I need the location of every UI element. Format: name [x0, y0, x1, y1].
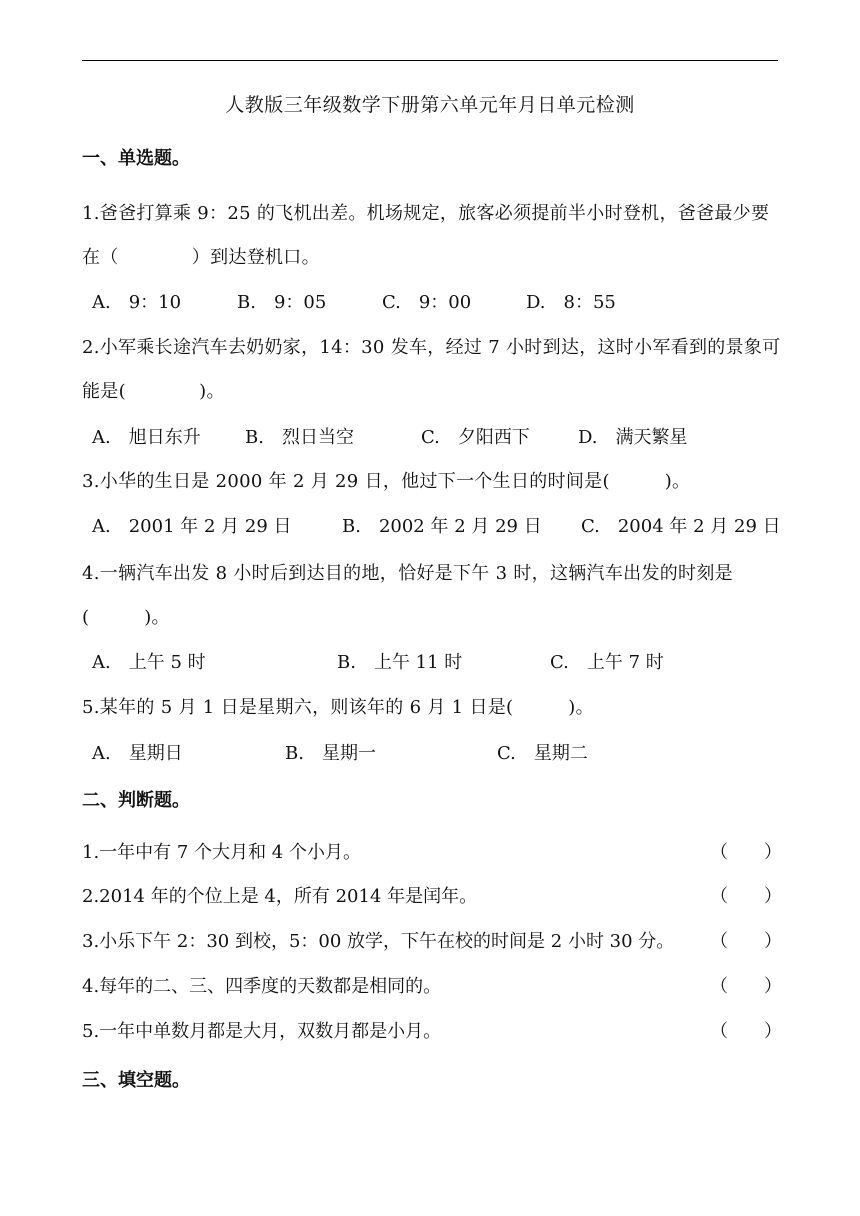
section-heading-fill-blank: 三、填空题。	[82, 1070, 190, 1091]
question-5-option-a[interactable]: A. 星期日	[92, 743, 183, 764]
true-false-item-5-answer[interactable]: （ ）	[710, 1021, 782, 1042]
question-3-option-b[interactable]: B. 2002 年 2 月 29 日	[342, 516, 542, 537]
question-2-text: 2.小军乘长途汽车去奶奶家，14：30 发车，经过 7 小时到达，这时小军看到的景象可能是( )。	[82, 337, 781, 402]
true-false-item-4-answer[interactable]: （ ）	[710, 976, 782, 997]
section-heading-single-choice: 一、单选题。	[82, 148, 190, 169]
true-false-item-3-text: 3.小乐下午 2：30 到校，5：00 放学，下午在校的时间是 2 小时 30 分。	[82, 931, 675, 952]
section-heading-true-false: 二、判断题。	[82, 790, 190, 811]
question-3-option-a[interactable]: A. 2001 年 2 月 29 日	[92, 516, 292, 537]
question-4-option-b[interactable]: B. 上午 11 时	[337, 652, 463, 673]
question-1-option-a[interactable]: A. 9：10	[92, 292, 182, 313]
question-5-option-b[interactable]: B. 星期一	[285, 743, 376, 764]
question-2-option-d[interactable]: D. 满天繁星	[578, 427, 688, 448]
question-4-option-c[interactable]: C. 上午 7 时	[550, 652, 664, 673]
question-1-option-c[interactable]: C. 9：00	[382, 292, 472, 313]
true-false-item-4-text: 4.每年的二、三、四季度的天数都是相同的。	[82, 976, 442, 997]
question-2-option-a[interactable]: A. 旭日东升	[92, 427, 201, 448]
true-false-item-2-answer[interactable]: （ ）	[710, 886, 782, 907]
question-4-option-a[interactable]: A. 上午 5 时	[92, 652, 206, 673]
true-false-item-3-answer[interactable]: （ ）	[710, 931, 782, 952]
question-4-text: 4.一辆汽车出发 8 小时后到达目的地，恰好是下午 3 时，这辆汽车出发的时刻是( )。	[82, 563, 733, 628]
question-5-option-c[interactable]: C. 星期二	[497, 743, 588, 764]
true-false-item-5-text: 5.一年中单数月都是大月，双数月都是小月。	[82, 1021, 442, 1042]
question-2-option-b[interactable]: B. 烈日当空	[245, 427, 354, 448]
question-1-option-d[interactable]: D. 8：55	[526, 292, 616, 313]
document-title: 人教版三年级数学下册第六单元年月日单元检测	[225, 94, 635, 116]
question-5-text: 5.某年的 5 月 1 日是星期六，则该年的 6 月 1 日是( )。	[82, 697, 594, 718]
question-1-option-b[interactable]: B. 9：05	[237, 292, 327, 313]
question-2-option-c[interactable]: C. 夕阳西下	[421, 427, 530, 448]
top-rule	[82, 60, 778, 61]
true-false-item-2-text: 2.2014 年的个位上是 4，所有 2014 年是闰年。	[82, 886, 478, 907]
question-3-text: 3.小华的生日是 2000 年 2 月 29 日，他过下一个生日的时间是( )。	[82, 471, 691, 492]
question-3-option-c[interactable]: C. 2004 年 2 月 29 日	[581, 516, 781, 537]
true-false-item-1-answer[interactable]: （ ）	[710, 842, 782, 863]
question-1-text: 1.爸爸打算乘 9：25 的飞机出差。机场规定，旅客必须提前半小时登机，爸爸最少要在（ ）到达登机口。	[82, 203, 770, 268]
true-false-item-1-text: 1.一年中有 7 个大月和 4 个小月。	[82, 842, 361, 863]
